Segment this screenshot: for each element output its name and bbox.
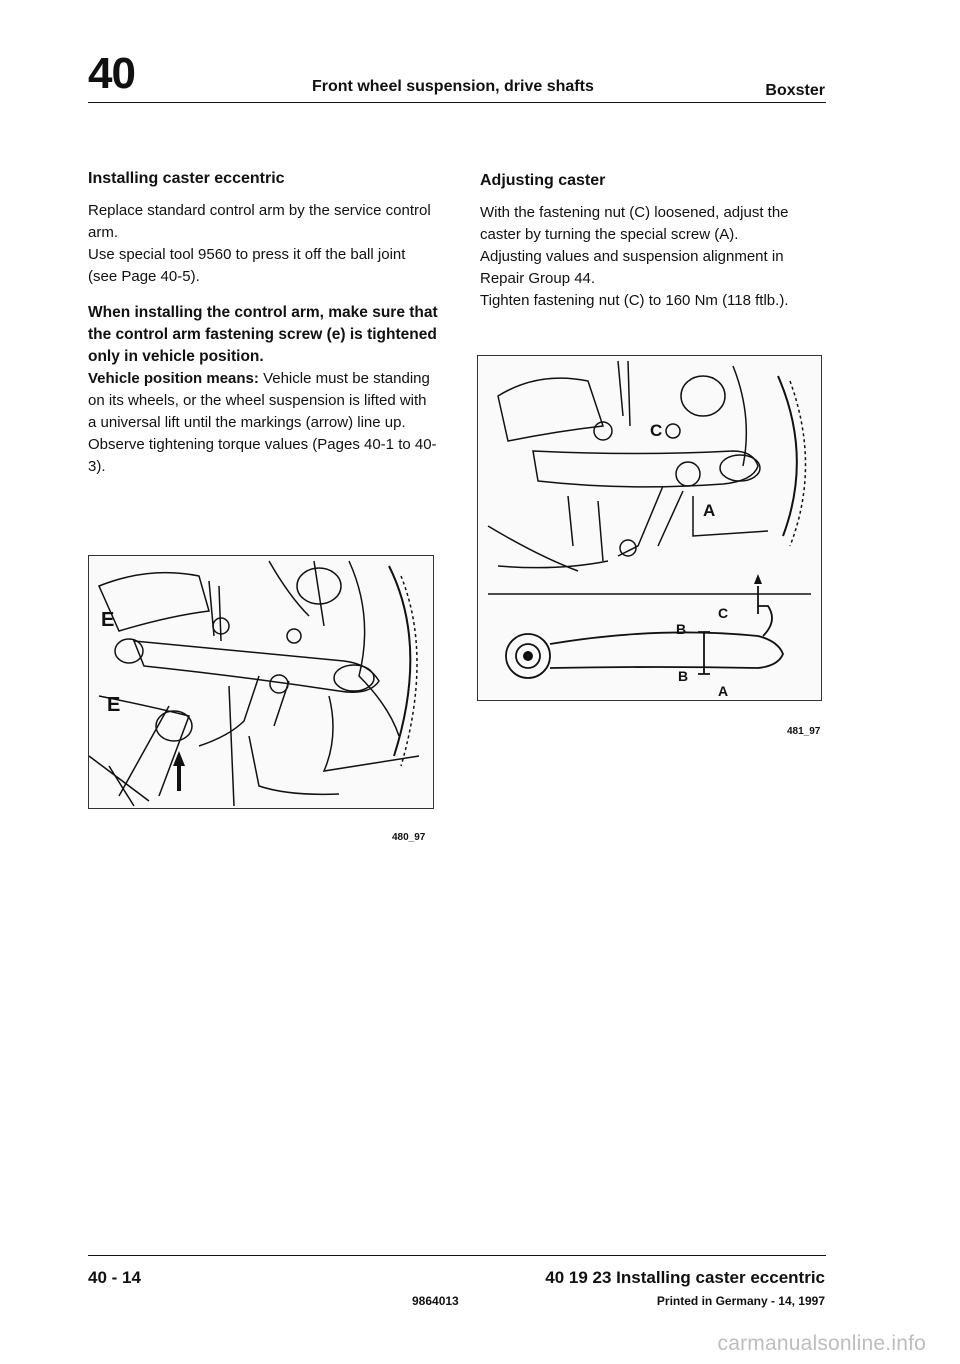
label-a-top: A [703,501,716,520]
right-paragraph-2: Adjusting values and suspension alignment in Repair Group 44. [480,248,784,287]
caster-adjust-figure [477,355,822,701]
label-e-top: E [101,609,115,631]
printed-note: Printed in Germany - 14, 1997 [656,1294,825,1308]
running-title: Front wheel suspension, drive shafts [312,78,594,95]
section-reference: 40 19 23 Installing caster eccentric [545,1268,825,1287]
label-b-top: B [676,621,687,637]
model-name: Boxster [765,82,825,99]
control-arm-figure [88,555,434,809]
label-a-bottom: A [718,683,729,699]
marking-arrow-icon [173,751,185,791]
label-c-bottom: C [718,605,729,621]
figure-id-2: 481_97 [787,726,821,737]
vehicle-position-paragraph [88,368,438,434]
chapter-number: 40 [88,49,135,98]
label-b-bottom: B [678,668,689,684]
left-heading: Installing caster eccentric [88,170,285,187]
left-paragraph-2: Use special tool 9560 to press it off the ball joint (see Page 40-5). [88,246,406,285]
right-heading: Adjusting caster [480,172,606,189]
left-paragraph-1: Replace standard control arm by the service control arm. [88,202,431,241]
figure-id-1: 480_97 [392,832,426,843]
vehicle-position-text: Vehicle must be standing on its wheels, or the wheel suspension is lifted with a universal lift until the markings (arrow) line up. [88,370,430,431]
vehicle-position-label: Vehicle position means: [88,370,259,387]
control-arm-illustration [89,556,433,808]
watermark: carmanualsonline.info [717,1332,926,1355]
right-paragraph-1: With the fastening nut (C) loosened, adjust the caster by turning the special screw (A). [480,204,789,243]
right-paragraph-3: Tighten fastening nut (C) to 160 Nm (118 ftlb.). [480,292,789,309]
caster-adjust-illustration [478,356,821,700]
footer-rule [88,1255,826,1256]
page-number: 40 - 14 [88,1268,141,1287]
label-c-top: C [650,421,663,440]
document-number: 9864013 [412,1294,459,1308]
torque-note: Observe tightening torque values (Pages 40-1 to 40-3). [88,436,437,475]
header-rule [88,102,826,103]
warning-paragraph: When installing the control arm, make sure that the control arm fastening screw (e) is tightened only in vehicle position. [88,304,438,365]
label-e-bottom: E [107,694,121,716]
right-column [480,170,830,312]
left-column [88,168,438,478]
